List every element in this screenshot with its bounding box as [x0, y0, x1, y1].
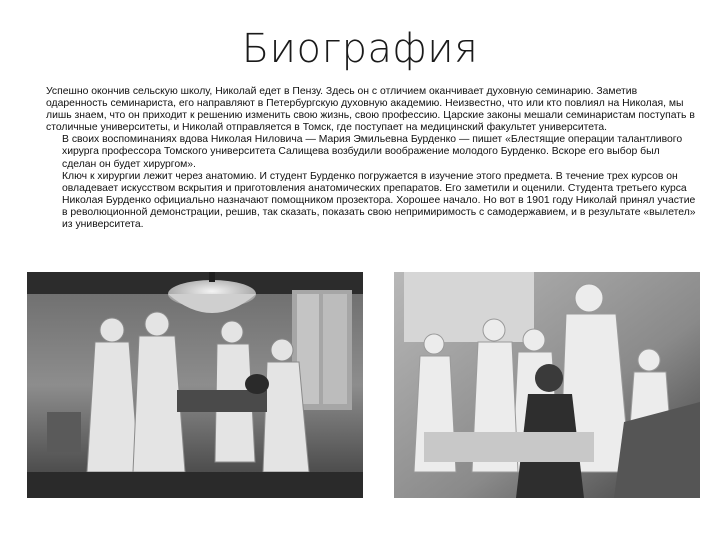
- page-title: Биография: [241, 26, 479, 72]
- paragraph-2: В своих воспоминаниях вдова Николая Ниловича — Мария Эмильевна Бурденко — пишет «Блестящие операции талантливого хирурга профессора Томского университета Салищева возбудили воображение молодого Бурденко. Вскоре его выбор был сделан он будет хирургом».: [62, 134, 683, 170]
- surgeons-group-photo: [394, 272, 700, 498]
- operating-room-photo-icon: [27, 272, 363, 498]
- paragraph-3: Ключ к хирургии лежит через анатомию. И студент Бурденко погружается в изучение этого предмета. В течение трех курсов он овладевает искусством вскрытия и приготовления анатомических препаратов. Его заметили и оценили. Студента третьего курса Николая Бурденко официально назначают помощником прозектора. Хорошее начало. Но вот в 1901 году Николай принял участие в революционной демонстрации, решив, так сказать, показать свою непримиримость с самодержавием, и в результате «вылетел» из университета.: [62, 170, 696, 231]
- operating-room-photo: [27, 272, 363, 498]
- paragraph-1: Успешно окончив сельскую школу, Николай едет в Пензу. Здесь он с отличием оканчивает духовную семинарию. Заметив одаренность семинариста, его направляют в Петербургскую духовную академию. Неизвестно, что или кто повлиял на Николая, мы лишь знаем, что он приходит к решению изменить свою жизнь, свою профессию. Царские законы мешали семинаристам поступать в столичные университеты, и Николай отправляется в Томск, где поступает на медицинский факультет университета.: [46, 86, 695, 134]
- surgeons-group-photo-icon: [394, 272, 700, 498]
- biography-text: [46, 86, 696, 231]
